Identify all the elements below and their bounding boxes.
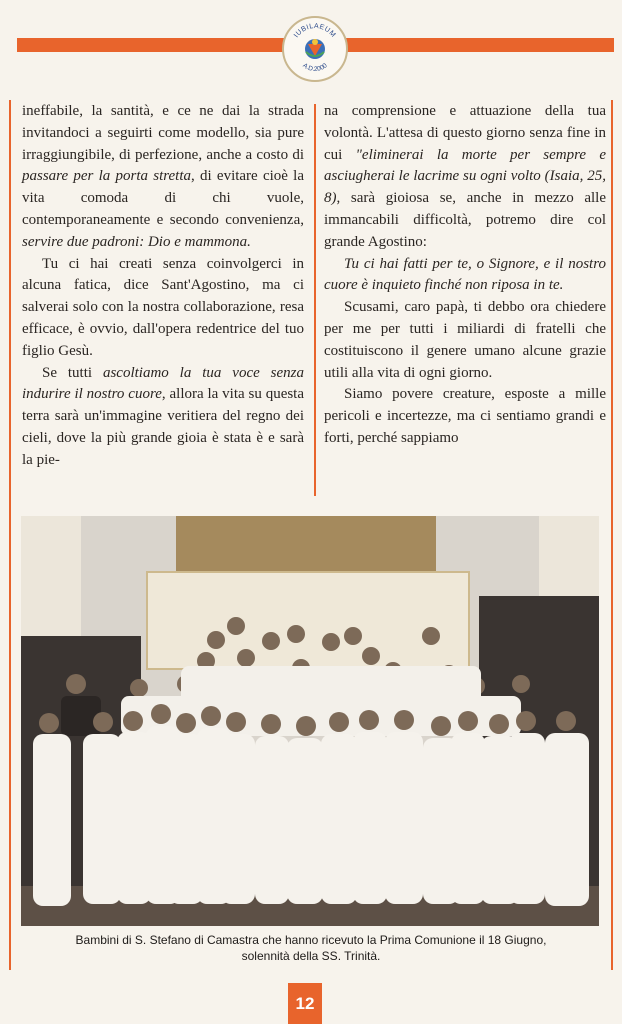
left-paragraph-2: Tu ci hai creati senza coinvolgerci in alcuna fatica, dice Sant'Agostino, ma ci salverai solo con la nostra collaborazione, resa efficace, è ovvio, dall'opera redentrice del tuo figlio Gesù. — [22, 255, 304, 359]
group-photo — [21, 516, 599, 926]
caption-line-2: solennità della SS. Trinità. — [241, 949, 381, 963]
right-margin-rule — [611, 100, 613, 970]
left-paragraph-1: ineffabile, la santità, e ce ne dai la strada invitandoci a seguirti come modello, sia pure irraggiungibile, di perfezione, anche a costo di passare per la porta stretta, di evitare cioè la vita comoda di chi vuole, contemporaneamente e secondo convenienza, servire due padroni: Dio e mammona. — [22, 103, 304, 250]
left-paragraph-3: Se tutti ascoltiamo la tua voce senza indurire il nostro cuore, allora la vita su questa terra sarà un'immagine veritiera del regno dei cieli, dove la più grande gioia è stata è e sarà la pie- — [22, 364, 305, 468]
svg-text:A.D.2000 — [301, 62, 329, 73]
right-paragraph-1: na comprensione e attuazione della tua volontà. L'attesa di questo giorno senza fine in cui "eliminerai la morte per sempre e asciugherai le lacrime su ogni volto (Isaia, 25, 8), sarà gioiosa se, anche in mezzo alle immancabili difficoltà, potremo dire col grande Agostino: — [324, 103, 606, 250]
svg-text:IUBILAEUM — [293, 23, 337, 39]
jubilee-logo — [282, 16, 348, 82]
caption-line-1: Bambini di S. Stefano di Camastra che hanno ricevuto la Prima Comunione il 18 Giugno, — [75, 933, 547, 947]
logo-bottom-text: A.D.2000 — [301, 62, 329, 74]
right-paragraph-4: Siamo povere creature, esposte a mille pericoli e incertezze, ma ci sentiamo grandi e forti, perché sappiamo — [324, 386, 606, 446]
photo-caption — [24, 932, 598, 964]
right-paragraph-2: Tu ci hai fatti per te, o Signore, e il nostro cuore è inquieto finché non riposa in te. — [324, 255, 606, 294]
logo-top-text: IUBILAEUM — [293, 22, 337, 40]
page-number: 12 — [288, 983, 322, 1024]
right-text-column — [324, 101, 606, 450]
children-group-illustration — [21, 516, 599, 926]
left-text-column — [22, 101, 304, 472]
right-paragraph-3: Scusami, caro papà, ti debbo ora chiedere per me per tutti i miliardi di fratelli che costituiscono il genere umano alcune grazie utili alla vita di ogni giorno. — [324, 299, 606, 381]
column-divider — [314, 104, 316, 496]
left-margin-rule — [9, 100, 11, 970]
